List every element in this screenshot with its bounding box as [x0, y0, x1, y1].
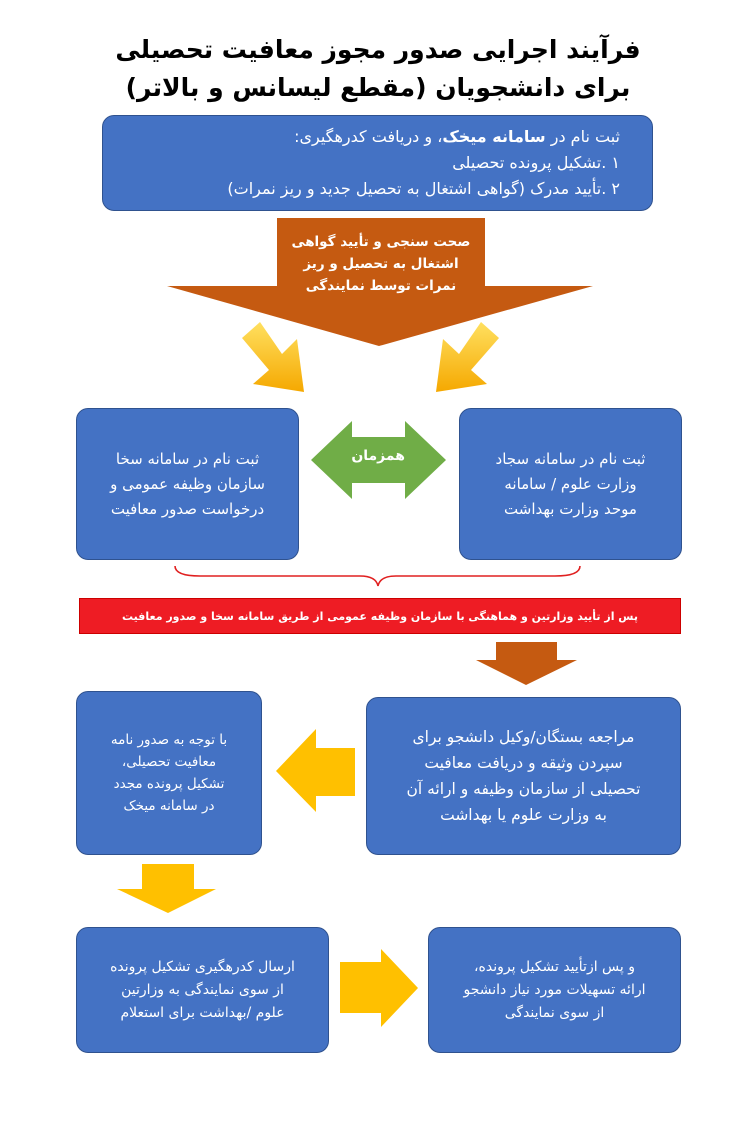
referral-box: مراجعه بستگان/وکیل دانشجو برای سپردن وثیقه و دریافت معافیت تحصیلی از سازمان وظیفه و ارائه آن به وزارت علوم یا بهداشت: [366, 697, 681, 855]
page-title-line2: برای دانشجویان (مقطع لیسانس و بالاتر): [125, 73, 631, 102]
brace-connector: [175, 566, 580, 586]
approval-banner: پس از تأیید وزارتین و هماهنگی با سازمان وظیفه عمومی از طریق سامانه سخا و صدور معافیت: [79, 598, 681, 634]
yellow-arrow-right: [436, 322, 499, 392]
registration-box: [102, 115, 653, 211]
sajjad-registration-box: ثبت نام در سامانه سجاد وزارت علوم / سامانه موحد وزارت بهداشت: [459, 408, 682, 560]
yellow-down-arrow: [117, 864, 216, 913]
page-title-line1: فرآیند اجرایی صدور مجوز معافیت تحصیلی: [115, 35, 641, 64]
registration-item-1: ۱ .تشکیل پرونده تحصیلی: [452, 153, 620, 172]
facilities-box: و پس ازتأیید تشکیل پرونده، ارائه تسهیلات مورد نیاز دانشجو از سوی نمایندگی: [428, 927, 681, 1053]
simultaneous-label: همزمان: [351, 448, 405, 464]
orange-down-arrow: [476, 642, 577, 685]
validation-text: صحت سنجی و تأیید گواهی اشتغال به تحصیل و ریز نمرات توسط نمایندگی: [291, 234, 471, 294]
yellow-right-arrow: [340, 949, 418, 1027]
sakha-registration-box: ثبت نام در سامانه سخا سازمان وظیفه عمومی و درخواست صدور معافیت: [76, 408, 299, 560]
yellow-arrow-left: [242, 322, 304, 392]
tracking-code-box: ارسال کدرهگیری تشکیل پرونده از سوی نمایندگی به وزارتین علوم /بهداشت برای استعلام: [76, 927, 329, 1053]
reissue-box: با توجه به صدور نامه معافیت تحصیلی، تشکیل پرونده مجدد در سامانه میخک: [76, 691, 262, 855]
yellow-left-arrow: [276, 729, 355, 812]
mikhak-system-label: سامانه میخک: [442, 127, 546, 146]
registration-line1: ثبت نام در سامانه میخک، و دریافت کدرهگیری:: [294, 127, 620, 146]
registration-item-2: ۲ .تأیید مدرک (گواهی اشتغال به تحصیل جدید و ریز نمرات): [227, 179, 620, 198]
